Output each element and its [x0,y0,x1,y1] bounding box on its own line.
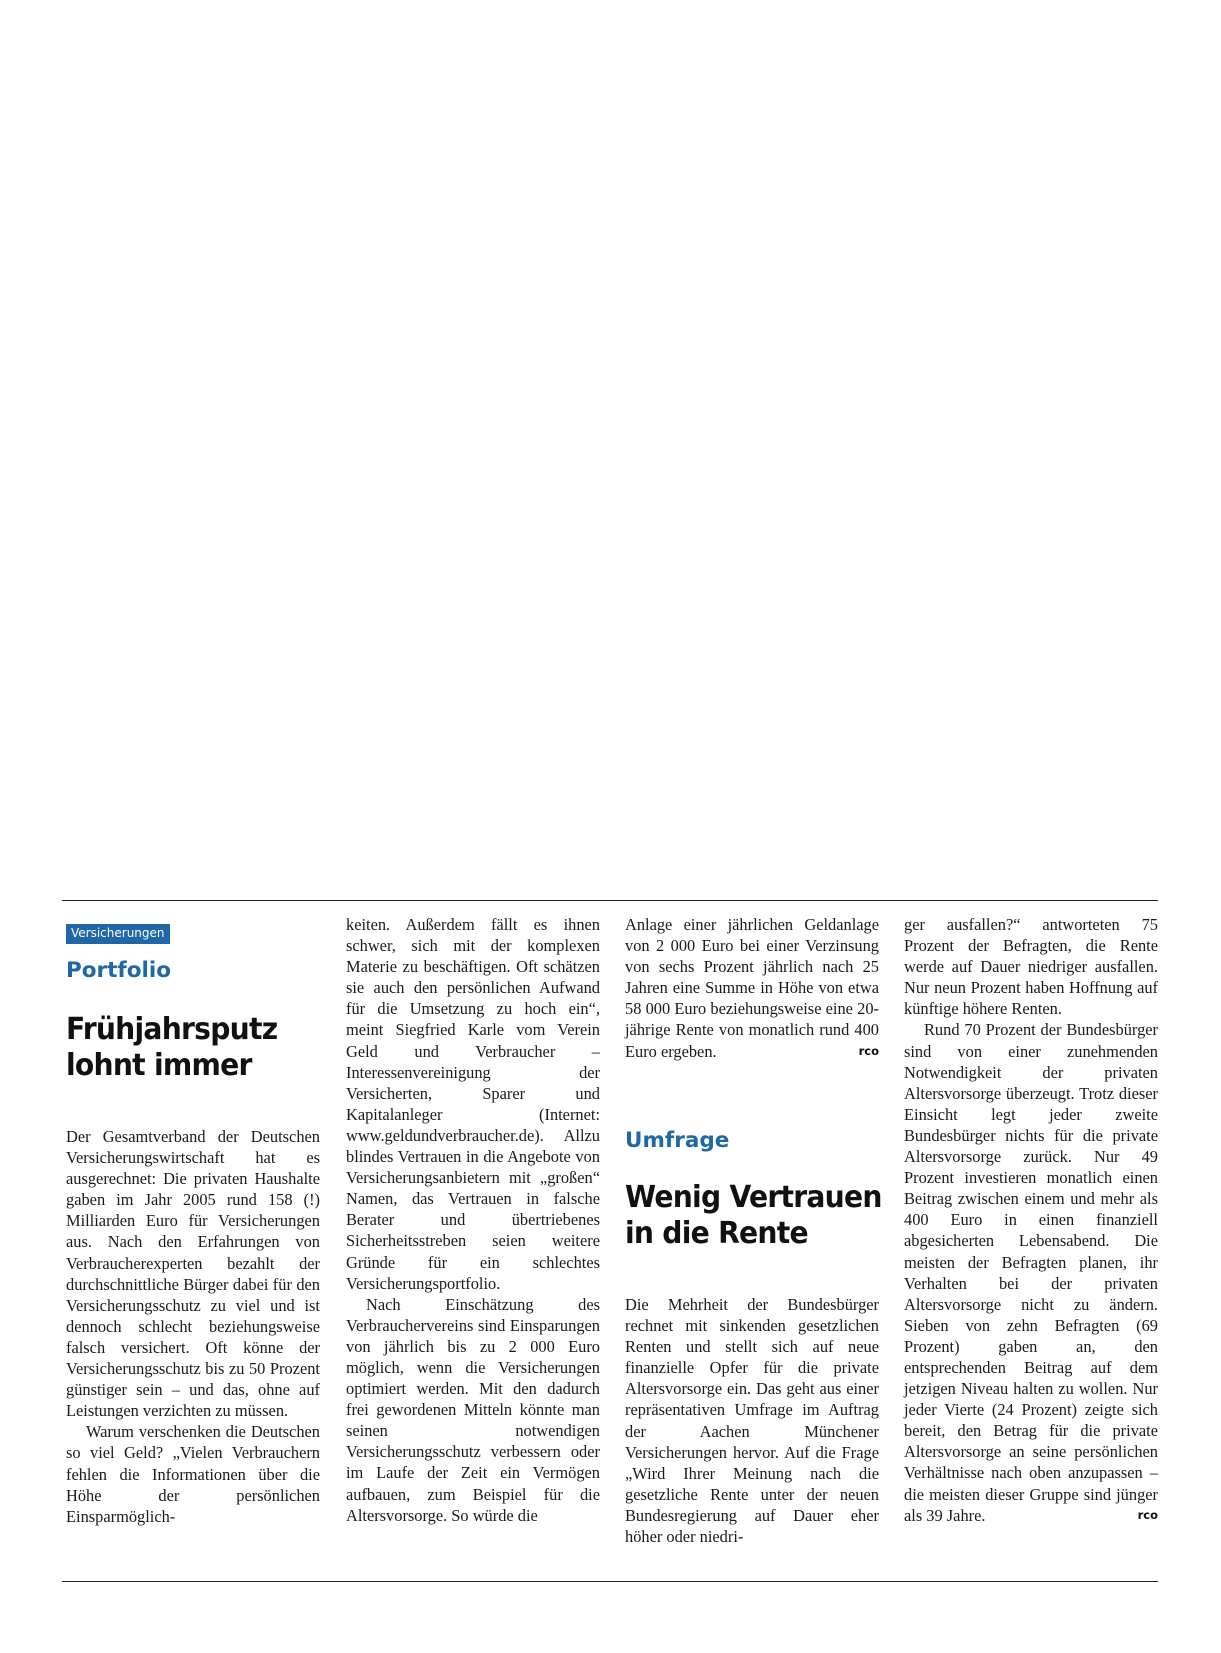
bottom-rule [62,1581,1158,1582]
article1-headline-line1: Frühjahrsputz [66,1012,278,1047]
article1-headline-line2: lohnt immer [66,1048,252,1083]
article2-kicker: Umfrage [625,1128,730,1153]
article1-paragraph: Warum verschenken die Deutschen so viel Geld? „Vielen Verbrauchern fehlen die Informationen über die Höhe der persönlichen Einsparmöglich- [66,1422,320,1526]
article2-body-col4 [904,914,1158,1526]
article1-paragraph: Anlage einer jährlichen Geldanlage von 2 000 Euro bei einer Verzinsung von sechs Prozent jährlich nach 25 Jahren eine Summe in Höhe von etwa 58 000 Euro beziehungsweise eine 20-jährige Rente von monatlich rund 400 Euro ergeben. [625,915,879,1061]
article1-signature: rco [858,1043,879,1058]
article2-paragraph: ger ausfallen?“ antworteten 75 Prozent der Befragten, die Rente werde auf Dauer niedriger ausfallen. Nur neun Prozent haben Hoffnung auf künftige höhere Renten. [904,915,1158,1019]
article2-paragraph: Rund 70 Prozent der Bundesbürger sind von einer zunehmenden Notwendigkeit der privaten Altersvorsorge überzeugt. Trotz dieser Einsicht legt jeder zweite Bundesbürger nichts für die private Altersvorsorge zurück. Nur 49 Prozent investieren monatlich einen Beitrag zwischen einem und mehr als 400 Euro in einen finanziell abgesicherten Lebensabend. Die meisten der Befragten planen, ihr Verhalten bei der privaten Altersvorsorge nicht zu ändern. Sieben von zehn Befragten (69 Prozent) gaben an, den entsprechenden Beitrag auf dem jetzigen Niveau halten zu wollen. Nur jeder Vierte (24 Prozent) zeigte sich bereit, den Betrag für die private Altersvorsorge an seine persönlichen Verhältnisse nach oben anzupassen – die meisten dieser Gruppe sind jünger als 39 Jahre. [904,1020,1158,1525]
article2-signature: rco [1137,1507,1158,1522]
article1-kicker: Portfolio [66,958,172,983]
article1-body-col1 [66,1126,320,1527]
article2-headline-line2: in die Rente [625,1216,808,1251]
article1-paragraph: keiten. Außerdem fällt es ihnen schwer, sich mit der komplexen Materie zu beschäftigen. Oft schätzen sie auch den persönlichen Aufwand für die Umsetzung zu hoch ein“, meint Siegfried Karle vom Verein Geld und Verbraucher – Interessenvereinigung der Versicherten, Sparer und Kapitalanleger (Internet: www.geldundverbraucher.de). Allzu blindes Vertrauen in die Angebote von Versicherungsanbietern mit „großen“ Namen, das Vertrauen in falsche Berater und übertriebenes Sicherheitsstreben seien weitere Gründe für ein schlechtes Versicherungsportfolio. [346,915,600,1293]
article2-body-col3 [625,1294,879,1547]
topic-tag: Versicherungen [66,924,170,944]
article1-paragraph: Nach Einschätzung des Verbrauchervereins sind Einsparungen von jährlich bis zu 2 000 Euro möglich, wenn die Versicherungen optimiert werden. Mit den dadurch frei gewordenen Mitteln könnte man seinen notwendigen Versicherungsschutz verbessern oder im Laufe der Zeit ein Vermögen aufbauen, zum Beispiel für die Altersvorsorge. So würde die [346,1294,600,1525]
article1-body-col3 [625,914,879,1062]
article1-paragraph: Der Gesamtverband der Deutschen Versicherungswirtschaft hat es ausgerechnet: Die privaten Haushalte gaben im Jahr 2005 rund 158 (!) Milliarden Euro für Versicherungen aus. Nach den Erfahrungen von Verbraucherexperten bezahlt der durchschnittliche Bürger dabei für den Versicherungsschutz zu viel und ist dennoch schlecht beziehungsweise falsch versichert. Oft könne der Versicherungsschutz bis zu 50 Prozent günstiger sein – und das, ohne auf Leistungen verzichten zu müssen. [66,1127,320,1421]
top-rule [62,900,1158,901]
article2-paragraph: Die Mehrheit der Bundesbürger rechnet mit sinkenden gesetzlichen Renten und stellt sich auf neue finanzielle Opfer für die private Altersvorsorge ein. Das geht aus einer repräsentativen Umfrage im Auftrag der Aachen Münchener Versicherungen hervor. Auf die Frage „Wird Ihrer Meinung nach die gesetzliche Rente unter der neuen Bundesregierung auf Dauer eher höher oder niedri- [625,1295,879,1547]
article1-body-col2 [346,914,600,1526]
article2-headline-line1: Wenig Vertrauen [625,1180,882,1215]
